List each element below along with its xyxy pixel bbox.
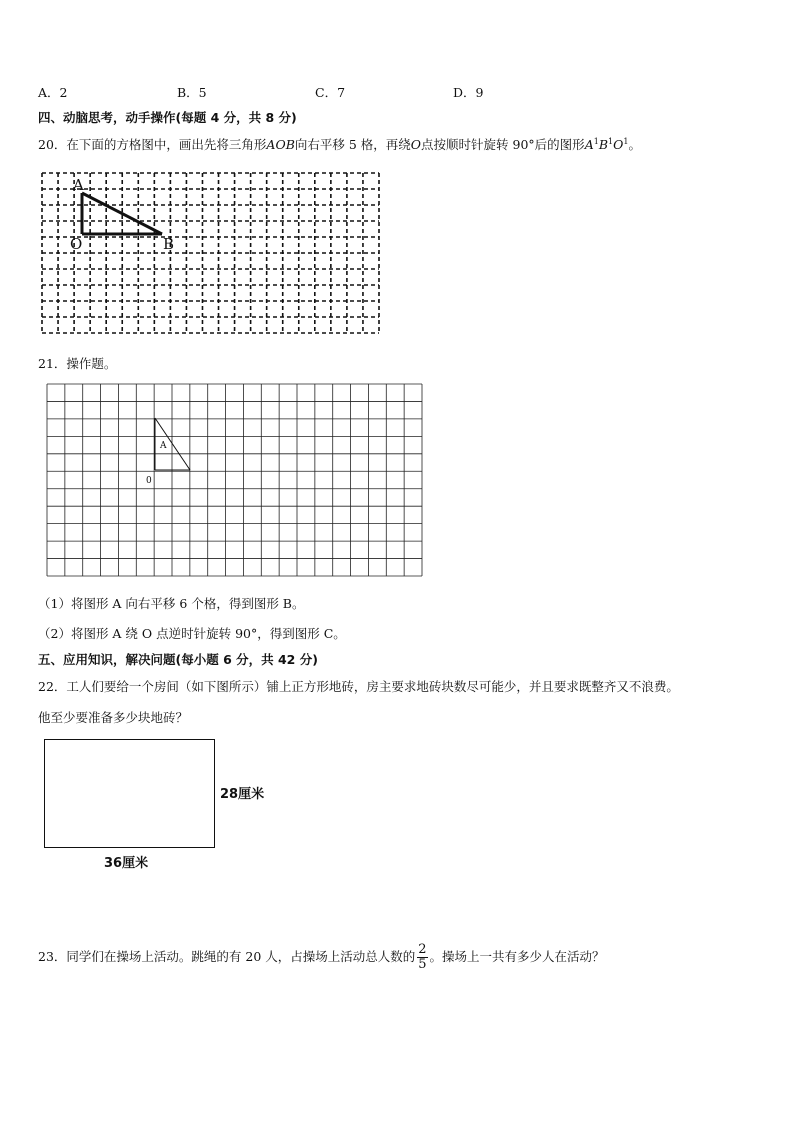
q20-sup3: 1 <box>623 136 629 146</box>
q20-o: O <box>410 137 422 152</box>
q23-text-pre: 23．同学们在操场上活动。跳绳的有 20 人，占操场上活动总人数的 <box>38 949 416 964</box>
q22-height-label: 28厘米 <box>220 787 265 802</box>
q23-text-post: 。操场上一共有多少人在活动？ <box>429 949 605 964</box>
q21-label-a: A <box>160 441 167 451</box>
q23-fraction-numerator: 2 <box>418 942 427 957</box>
q20-label-a: A <box>73 176 84 194</box>
q22-room-rectangle <box>44 739 215 848</box>
q20-label-o: O <box>70 235 83 253</box>
q20-label-b: B <box>163 235 175 253</box>
option-c: C．7 <box>315 85 346 100</box>
q21-sub-2: （2）将图形 A 绕 O 点逆时针旋转 90°，得到图形 C。 <box>38 626 346 641</box>
question-23-text <box>38 943 605 972</box>
q21-sub-1: （1）将图形 A 向右平移 6 个格，得到图形 B。 <box>38 596 305 611</box>
q20-sup2: 1 <box>608 136 614 146</box>
q23-fraction-denominator: 5 <box>418 957 427 972</box>
option-b: B．5 <box>177 85 207 100</box>
question-22-line-2: 他至少要准备多少块地砖？ <box>38 710 189 725</box>
q20-o2: O <box>613 137 624 152</box>
q20-a: A <box>584 137 594 152</box>
option-d: D．9 <box>453 85 484 100</box>
question-22-line-1: 22．工人们要给一个房间（如下图所示）铺上正方形地砖，房主要求地砖块数尽可能少，并且要求既整齐又不浪费。 <box>38 679 679 694</box>
q20-end: 。 <box>628 137 641 152</box>
q21-label-o: 0 <box>146 476 152 486</box>
q22-width-label: 36厘米 <box>104 856 149 871</box>
section-5-title: 五、应用知识，解决问题(每小题 6 分，共 42 分) <box>38 652 318 667</box>
q20-text-post: 点按顺时针旋转 90°后的图形 <box>421 137 585 152</box>
question-21-title: 21．操作题。 <box>38 356 117 371</box>
q20-text-pre: 20．在下面的方格图中，画出先将三角形 <box>38 137 267 152</box>
q20-b: B <box>598 137 608 152</box>
option-a: A．2 <box>38 85 68 100</box>
q23-fraction <box>417 943 427 972</box>
q20-aob: AOB <box>266 137 295 152</box>
section-4-title: 四、动脑思考，动手操作(每题 4 分，共 8 分) <box>38 110 297 125</box>
q20-text-mid: 向右平移 5 格，再绕 <box>294 137 411 152</box>
q20-sup1: 1 <box>593 136 599 146</box>
